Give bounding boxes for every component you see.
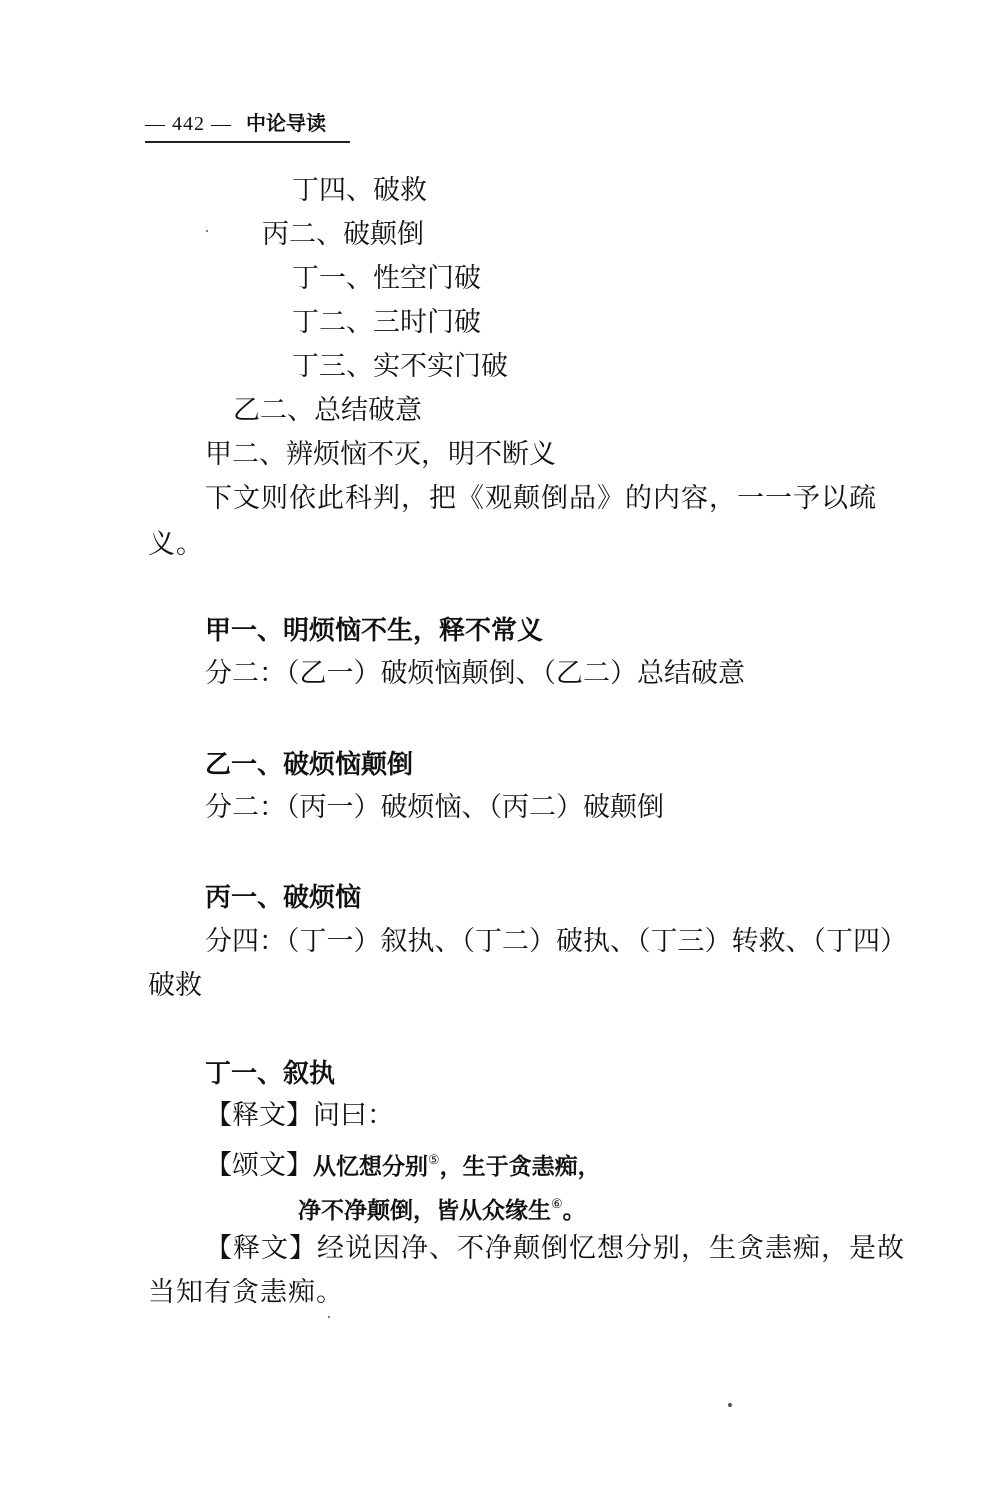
intro-paragraph-line: 义。 xyxy=(148,529,204,560)
section-heading: 丁一、叙执 xyxy=(205,1059,336,1089)
outline-item: 甲二、辨烦恼不灭，明不断义 xyxy=(205,439,556,470)
verse-text: 净不净颠倒，皆从众缘生 xyxy=(298,1198,551,1224)
verse-line xyxy=(298,1188,586,1228)
commentary-line xyxy=(205,1232,905,1266)
running-header xyxy=(145,110,350,143)
outline-item: 丙二、破颠倒 xyxy=(262,219,424,250)
book-title: 中论导读 xyxy=(246,111,326,135)
section-heading: 丙一、破烦恼 xyxy=(205,883,362,913)
verse-label: 【颂文】 xyxy=(205,1150,313,1181)
section-division: 破救 xyxy=(148,970,202,1001)
outline-item: 丁二、三时门破 xyxy=(292,307,481,338)
section-division: 分二：（乙一）破烦恼颠倒、（乙二）总结破意 xyxy=(205,658,745,689)
commentary-label: 【释文】 xyxy=(205,1233,317,1264)
intro-paragraph-line: 下文则依此科判，把《观颠倒品》的内容，一一予以疏 xyxy=(205,483,877,514)
verse-text: ，生于贪恚痴， xyxy=(439,1154,601,1180)
commentary-line xyxy=(205,1099,394,1133)
page-number: — 442 — xyxy=(145,113,232,135)
outline-item: 丁四、破救 xyxy=(292,175,427,206)
outline-item: 丁三、实不实门破 xyxy=(292,351,508,382)
commentary-label: 【释文】 xyxy=(205,1100,313,1131)
section-division: 分二：（丙一）破烦恼、（丙二）破颠倒 xyxy=(205,792,664,823)
verse-line xyxy=(205,1144,601,1184)
footnote-marker: ⑤ xyxy=(428,1153,440,1168)
outline-item: 乙二、总结破意 xyxy=(233,395,422,426)
outline-item: 丁一、性空门破 xyxy=(292,263,481,294)
section-heading: 甲一、明烦恼不生，释不常义 xyxy=(205,616,544,646)
commentary-line: 当知有贪恚痴。 xyxy=(148,1277,344,1308)
scan-speck xyxy=(728,1403,732,1407)
scan-speck xyxy=(328,1316,330,1318)
verse-text: 从忆想分别 xyxy=(313,1154,428,1180)
verse-text: 。 xyxy=(562,1198,586,1224)
scan-speck xyxy=(206,230,208,232)
commentary-text: 问曰： xyxy=(313,1100,394,1131)
section-heading: 乙一、破烦恼颠倒 xyxy=(205,750,414,780)
footnote-marker: ⑥ xyxy=(551,1197,563,1212)
commentary-text: 经说因净、不净颠倒忆想分别，生贪恚痴，是故 xyxy=(317,1233,905,1264)
section-division: 分四：（丁一）叙执、（丁二）破执、（丁三）转救、（丁四） xyxy=(205,926,907,957)
